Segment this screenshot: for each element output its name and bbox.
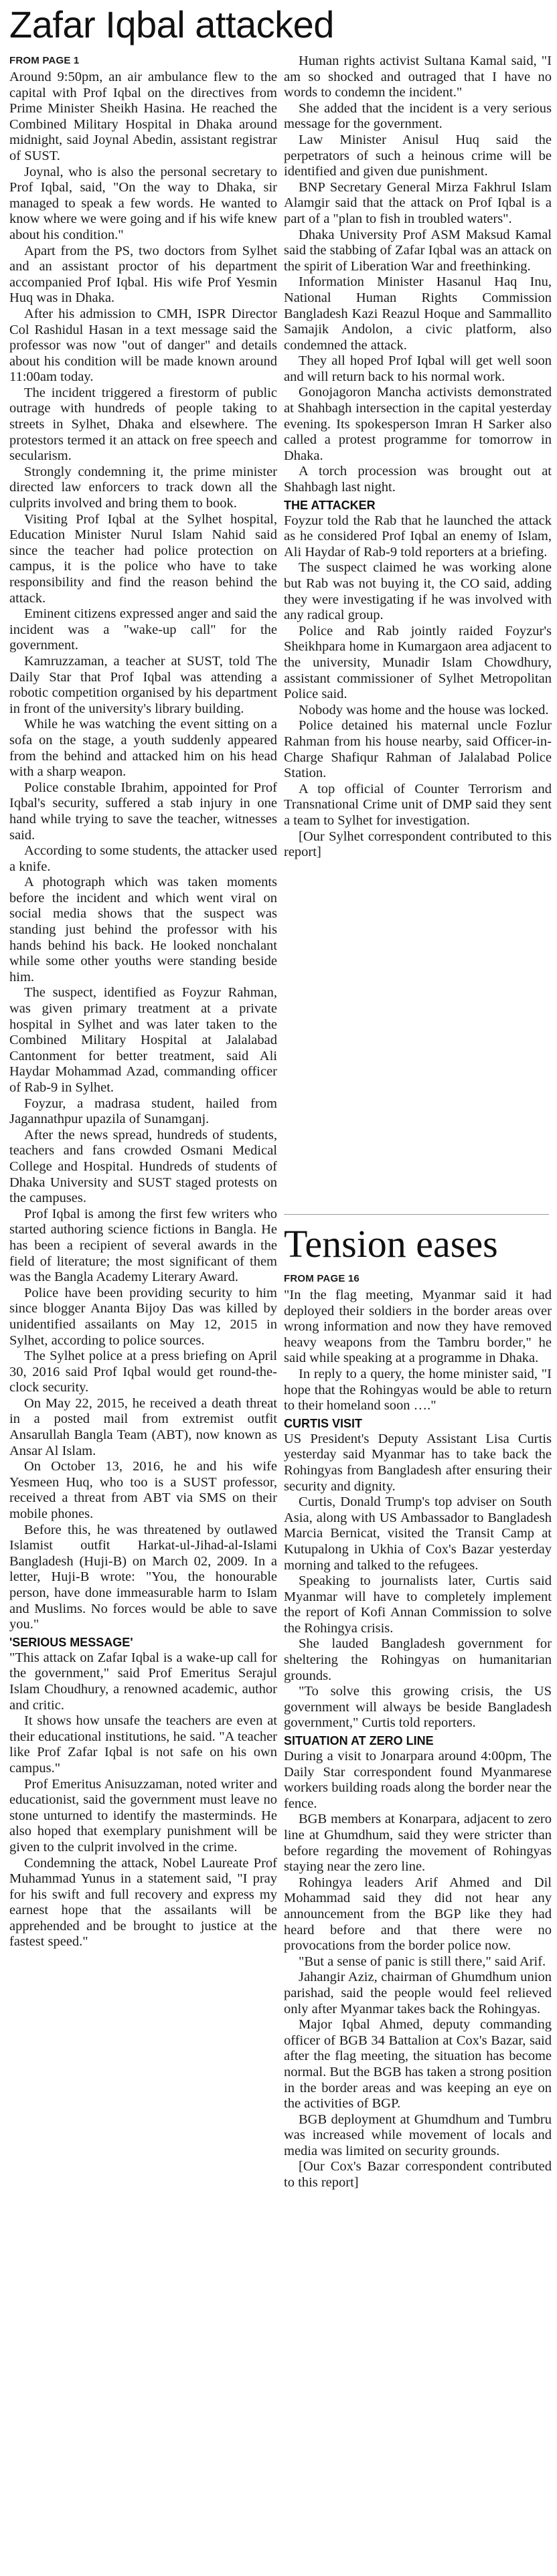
paragraph: On May 22, 2015, he received a death threat in a posted mail from extremist outfit Ansarullah Bangla Team (ABT), now known as Ansar Al Islam. bbox=[9, 1395, 277, 1458]
paragraph: In reply to a query, the home minister said, "I hope that the Rohingyas would be able to return to their homeland soon …." bbox=[284, 1366, 552, 1413]
paragraph: It shows how unsafe the teachers are even at their educational institutions, he said. "A teacher like Prof Zafar Iqbal is not safe on his own campus." bbox=[9, 1713, 277, 1776]
paragraph: "This attack on Zafar Iqbal is a wake-up call for the government," said Prof Emeritus Serajul Islam Choudhury, a renowned academic, author and critic. bbox=[9, 1650, 277, 1713]
paragraph: Jahangir Aziz, chairman of Ghumdhum union parishad, said the people would feel relieved only after Myanmar takes back the Rohingyas. bbox=[284, 1970, 552, 2016]
story1-column-1 bbox=[9, 54, 277, 2570]
paragraph: Major Iqbal Ahmed, deputy commanding officer of BGB 34 Battalion at Cox's Bazar, said after the flag meeting, the situation has become normal. But the BGB has taken a strong position in the border areas and was keeping an eye on the activities of BGP. bbox=[284, 2017, 552, 2112]
paragraph: Foyzur told the Rab that he launched the attack as he considered Prof Iqbal an enemy of Islam, Ali Haydar of Rab-9 told reporters at a briefing. bbox=[284, 513, 552, 560]
paragraph: Joynal, who is also the personal secretary to Prof Iqbal, said, "On the way to Dhaka, sir managed to speak a few words. He wanted to know where we were going and if his wife knew about his condition." bbox=[9, 164, 277, 242]
subhead-serious-message: 'SERIOUS MESSAGE' bbox=[9, 1635, 133, 1649]
paragraph: Condemning the attack, Nobel Laureate Prof Muhammad Yunus in a statement said, "I pray for his swift and full recovery and express my earnest hope that the assailants will be apprehended and be brought to justice at the fastest speed." bbox=[9, 1855, 277, 1950]
story1-column-2 bbox=[284, 54, 552, 1111]
paragraph: Visiting Prof Iqbal at the Sylhet hospital, Education Minister Nurul Islam Nahid said since the teacher had police protection on campus, it is the police who have to take responsibility and find the reason behind the attack. bbox=[9, 511, 277, 606]
paragraph: She lauded Bangladesh government for sheltering the Rohingyas on humanitarian grounds. bbox=[284, 1636, 552, 1683]
paragraph: Strongly condemning it, the prime minister directed law enforcers to track down all the culprits involved and bring them to book. bbox=[9, 464, 277, 511]
paragraph: They all hoped Prof Iqbal will get well soon and will return back to his normal work. bbox=[284, 353, 552, 384]
paragraph: Police and Rab jointly raided Foyzur's Sheikhpara home in Kumargaon area adjacent to the university, Munadir Islam Chowdhury, assistant commissioner of Sylhet Metropolitan Police said. bbox=[284, 623, 552, 702]
paragraph: Law Minister Anisul Huq said the perpetrators of such a heinous crime will be identified and given due punishment. bbox=[284, 132, 552, 179]
correspondent-note: [Our Sylhet correspondent contributed to this report] bbox=[284, 829, 552, 860]
paragraph: Rohingya leaders Arif Ahmed and Dil Mohammad said they did not hear any announcement from the BGP like they had heard before and that there were no provocations from the border police now. bbox=[284, 1875, 552, 1954]
paragraph: The suspect, identified as Foyzur Rahman, was given primary treatment at a private hospital in Sylhet and was later taken to the Combined Military Hospital at Jalalabad Cantonment for better treatment, said Ali Haydar Mohammad Azad, commanding officer of Rab-9 in Sylhet. bbox=[9, 985, 277, 1095]
from-page-label: FROM PAGE 16 bbox=[284, 1273, 360, 1284]
paragraph: "To solve this growing crisis, the US government will always be beside Bangladesh government," Curtis told reporters. bbox=[284, 1684, 552, 1731]
paragraph: BGB members at Konarpara, adjacent to zero line at Ghumdhum, said they were stricter than before regarding the movement of Rohingyas staying near the zero line. bbox=[284, 1812, 552, 1875]
paragraph: A torch procession was brought out at Shahbagh last night. bbox=[284, 464, 552, 495]
paragraph: Information Minister Hasanul Haq Inu, National Human Rights Commission Bangladesh Kazi Reazul Hoque and Sammallito Samajik Andolon, a civic platform, also condemned the attack. bbox=[284, 274, 552, 353]
paragraph: Around 9:50pm, an air ambulance flew to the capital with Prof Iqbal on the directives from Prime Minister Sheikh Hasina. He reached the Combined Military Hospital in Dhaka around midnight, said Joynal Abedin, assistant registrar of SUST. bbox=[9, 70, 277, 163]
paragraph: She added that the incident is a very serious message for the government. bbox=[284, 100, 552, 132]
subhead-the-attacker: THE ATTACKER bbox=[284, 498, 376, 512]
from-page-label: FROM PAGE 1 bbox=[9, 55, 80, 66]
paragraph: US President's Deputy Assistant Lisa Curtis yesterday said Myanmar has to take back the Rohingyas from Bangladesh after ensuring their security and dignity. bbox=[284, 1431, 552, 1494]
subhead-curtis-visit: CURTIS VISIT bbox=[284, 1416, 363, 1430]
paragraph: Apart from the PS, two doctors from Sylhet and an assistant proctor of his department accompanied Prof Iqbal. His wife Prof Yesmin Huq was in Dhaka. bbox=[9, 243, 277, 306]
paragraph: Human rights activist Sultana Kamal said, "I am so shocked and outraged that I have no words to condemn the incident." bbox=[284, 54, 552, 100]
paragraph: Nobody was home and the house was locked. bbox=[299, 702, 549, 717]
correspondent-note: [Our Cox's Bazar correspondent contributed to this report] bbox=[284, 2159, 552, 2191]
paragraph: A photograph which was taken moments before the incident and which went viral on social media shows that the suspect was standing just behind the professor with his hands behind his back. He looked nonchalant while some other youths were standing beside him. bbox=[9, 875, 277, 984]
paragraph: Police detained his maternal uncle Fozlur Rahman from his house nearby, said Officer-in-Charge Shafiqur Rahman of Jalalabad Police Station. bbox=[284, 718, 552, 781]
paragraph: Police constable Ibrahim, appointed for Prof Iqbal's security, suffered a stab injury in one hand while trying to save the teacher, witnesses said. bbox=[9, 780, 277, 843]
story-divider bbox=[284, 1214, 549, 1215]
paragraph: The suspect claimed he was working alone but Rab was not buying it, the CO said, adding they were investigating if he was involved with any radical group. bbox=[284, 560, 552, 623]
paragraph: The incident triggered a firestorm of public outrage with hundreds of people taking to streets in Sylhet, Dhaka and elsewhere. The protestors termed it an attack on free speech and secularism. bbox=[9, 385, 277, 464]
paragraph: Before this, he was threatened by outlawed Islamist outfit Harkat-ul-Jihad-al-Islami Bangladesh (Huji-B) on March 02, 2009. In a letter, Huji-B wrote: "You, the honourable person, have done immeasurable harm to Islam and Muslims. No forces would be able to save you." bbox=[9, 1522, 277, 1632]
paragraph: Speaking to journalists later, Curtis said Myanmar will have to completely implement the report of Kofi Annan Commission to solve the Rohingya crisis. bbox=[284, 1573, 552, 1636]
paragraph: While he was watching the event sitting on a sofa on the stage, a youth suddenly appeared from the behind and attacked him on his head with a sharp weapon. bbox=[9, 717, 277, 780]
paragraph: A top official of Counter Terrorism and Transnational Crime unit of DMP said they sent a team to Sylhet for investigation. bbox=[284, 781, 552, 828]
paragraph: Kamruzzaman, a teacher at SUST, told The Daily Star that Prof Iqbal was attending a robotic competition organised by his department in front of the university's library building. bbox=[9, 653, 277, 716]
paragraph: Prof Emeritus Anisuzzaman, noted writer and educationist, said the government must leave no stone unturned to identify the masterminds. He also hoped that exemplary punishment will be given to the culprit involved in the crime. bbox=[9, 1776, 277, 1855]
paragraph: Gonojagoron Mancha activists demonstrated at Shahbagh intersection in the capital yesterday evening. Its spokesperson Imran H Sarker also called a protest programme for tomorrow in Dhaka. bbox=[284, 385, 552, 463]
paragraph: "In the flag meeting, Myanmar said it had deployed their soldiers in the border areas over wrong information and now they have removed heavy weapons from the Tambru border," he said while speaking at a programme in Dhaka. bbox=[284, 1288, 552, 1366]
headline-tension-eases: Tension eases bbox=[284, 1222, 498, 1266]
paragraph: After the news spread, hundreds of students, teachers and fans crowded Osmani Medical College and Hospital. Hundreds of students of Dhaka University and SUST staged protests on the campuses. bbox=[9, 1127, 277, 1206]
subhead-situation-zero-line: SITUATION AT ZERO LINE bbox=[284, 1734, 434, 1748]
paragraph: Curtis, Donald Trump's top adviser on South Asia, along with US Ambassador to Bangladesh Marcia Bernicat, visited the Transit Camp at Kutupalong in Ukhia of Cox's Bazar yesterday morning and talked to the refugees. bbox=[284, 1494, 552, 1573]
paragraph: According to some students, the attacker used a knife. bbox=[9, 843, 277, 874]
headline-zafar-iqbal: Zafar Iqbal attacked bbox=[9, 3, 334, 46]
paragraph: During a visit to Jonarpara around 4:00pm, The Daily Star correspondent found Myanmarese workers building roads along the border near the fence. bbox=[284, 1749, 552, 1811]
paragraph: "But a sense of panic is still there," said Arif. bbox=[299, 1954, 546, 1969]
paragraph: Eminent citizens expressed anger and said the incident was a "wake-up call" for the government. bbox=[9, 606, 277, 653]
paragraph: Prof Iqbal is among the first few writers who started authoring science fictions in Bangla. He has been a recipient of several awards in the field of literature; the most significant of them was the Bangla Academy Literary Award. bbox=[9, 1206, 277, 1285]
paragraph: The Sylhet police at a press briefing on April 30, 2016 said Prof Iqbal would get round-the-clock security. bbox=[9, 1349, 277, 1395]
paragraph: Police have been providing security to him since blogger Ananta Bijoy Das was killed by unidentified assailants on May 12, 2015 in Sylhet, according to police sources. bbox=[9, 1285, 277, 1348]
paragraph: BNP Secretary General Mirza Fakhrul Islam Alamgir said that the attack on Prof Iqbal is a part of a "plan to fish in troubled waters". bbox=[284, 179, 552, 226]
paragraph: Dhaka University Prof ASM Maksud Kamal said the stabbing of Zafar Iqbal was an attack on the spirit of Liberation War and freethinking. bbox=[284, 227, 552, 274]
paragraph: On October 13, 2016, he and his wife Yesmeen Huq, who too is a SUST professor, received a threat from ABT via SMS on their mobile phones. bbox=[9, 1459, 277, 1522]
paragraph: BGB deployment at Ghumdhum and Tumbru was increased while movement of locals and media was limited on security grounds. bbox=[284, 2112, 552, 2158]
story2-column bbox=[284, 1272, 552, 2570]
paragraph: Foyzur, a madrasa student, hailed from Jagannathpur upazila of Sunamganj. bbox=[9, 1096, 277, 1127]
paragraph: After his admission to CMH, ISPR Director Col Rashidul Hasan in a text message said the professor was now "out of danger" and details about his condition will be made known around 11:00am today. bbox=[9, 306, 277, 385]
